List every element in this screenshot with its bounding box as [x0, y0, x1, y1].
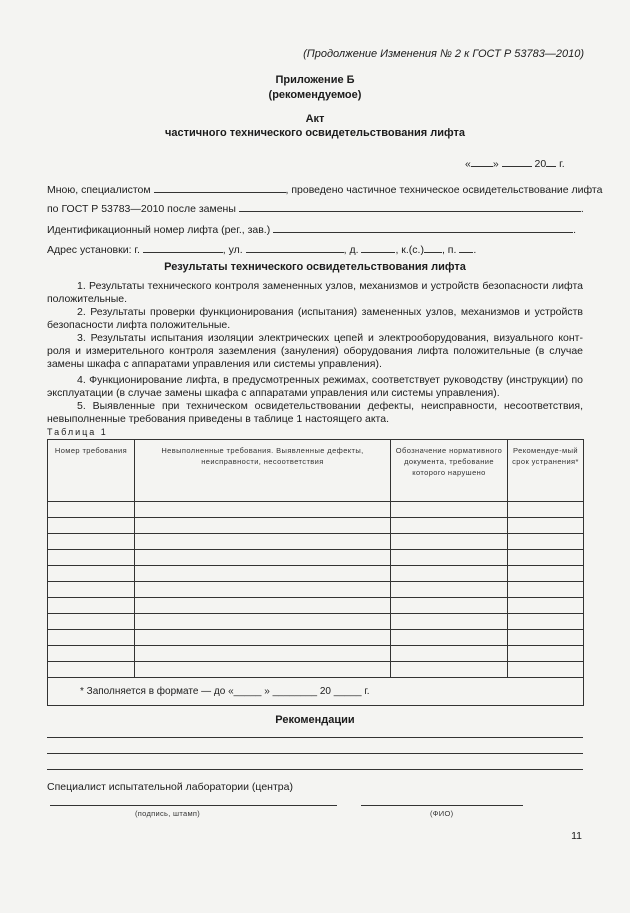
lift-id-blank[interactable]	[273, 222, 573, 233]
signature-line[interactable]	[50, 805, 337, 806]
table-cell[interactable]	[508, 662, 584, 678]
result-paragraph-5: 5. Выявленные при техническом освидетельствовании дефекты, неисправности, несоответствия, невыполненные требования приведены в таблице 1 настоящего акта.	[47, 400, 583, 425]
date-line	[465, 156, 565, 170]
table-cell[interactable]	[48, 614, 135, 630]
address-line: Адрес установки: г. , ул. , д. , к.(с.) , п. .	[47, 244, 477, 256]
address-street-label: , ул.	[222, 244, 243, 256]
month-blank[interactable]	[502, 156, 532, 167]
year-blank[interactable]	[546, 156, 556, 167]
table-cell[interactable]	[391, 534, 508, 550]
address-entrance-label: , п.	[441, 244, 457, 256]
act-subtitle: частичного технического освидетельствования лифта	[164, 127, 465, 139]
street-blank[interactable]	[246, 242, 344, 253]
year-prefix: 20	[534, 158, 547, 170]
table-cell[interactable]	[391, 614, 508, 630]
table-cell[interactable]	[508, 582, 584, 598]
building-blank[interactable]	[424, 242, 442, 253]
table-cell[interactable]	[508, 566, 584, 582]
table-cell[interactable]	[48, 598, 135, 614]
defects-table	[47, 439, 584, 706]
result-paragraph-1: 1. Результаты технического контроля замененных узлов, механизмов и устройств безопасности лифта положительные.	[47, 280, 583, 305]
col-requirement-number: Номер требования	[48, 440, 135, 502]
page-number: 11	[571, 830, 582, 842]
lift-id-prefix: Идентификационный номер лифта (рег., зав.)	[47, 224, 271, 236]
signature-label: Специалист испытательной лаборатории (центра)	[47, 781, 293, 793]
table-row	[48, 630, 584, 646]
results-title: Результаты технического освидетельствования лифта	[164, 261, 466, 273]
table-cell[interactable]	[391, 502, 508, 518]
table-row	[48, 518, 584, 534]
appendix-title: Приложение Б	[275, 74, 355, 86]
table-cell[interactable]	[135, 614, 391, 630]
table-cell[interactable]	[135, 550, 391, 566]
table-cell[interactable]	[48, 646, 135, 662]
year-suffix: г.	[559, 158, 565, 170]
col-unmet-requirements: Невыполненные требования. Выявленные дефекты, неисправности, несоответствия	[135, 440, 391, 502]
lift-id-line: Идентификационный номер лифта (рег., зав.) .	[47, 224, 577, 236]
date-open-quote: «	[465, 158, 471, 170]
city-blank[interactable]	[143, 242, 223, 253]
recommendations-title: Рекомендации	[275, 714, 355, 726]
address-building-label: , к.(с.)	[395, 244, 424, 256]
table-row	[48, 550, 584, 566]
standard-prefix: по ГОСТ Р 53783—2010 после замены	[47, 203, 236, 215]
full-name-line[interactable]	[361, 805, 523, 806]
table-cell[interactable]	[135, 566, 391, 582]
entrance-blank[interactable]	[459, 242, 473, 253]
table-footnote: * Заполняется в формате — до «_____ » ________ 20 _____ г.	[48, 678, 584, 706]
table-cell[interactable]	[508, 630, 584, 646]
table-cell[interactable]	[508, 534, 584, 550]
recommendations-line-2[interactable]	[47, 753, 583, 754]
table-cell[interactable]	[135, 662, 391, 678]
result-paragraph-2: 2. Результаты проверки функционирования (испытания) замененных узлов, механизмов и устройств безопасности лифта положительные.	[47, 306, 583, 331]
table-cell[interactable]	[135, 518, 391, 534]
table-cell[interactable]	[391, 518, 508, 534]
table-row	[48, 534, 584, 550]
table-cell[interactable]	[391, 566, 508, 582]
day-blank[interactable]	[471, 156, 493, 167]
table-row	[48, 614, 584, 630]
table-cell[interactable]	[508, 502, 584, 518]
table-cell[interactable]	[48, 502, 135, 518]
table-cell[interactable]	[391, 630, 508, 646]
table-cell[interactable]	[508, 598, 584, 614]
recommendations-line-1[interactable]	[47, 737, 583, 738]
table-cell[interactable]	[135, 534, 391, 550]
specialist-name-blank[interactable]	[154, 182, 286, 193]
table-cell[interactable]	[48, 582, 135, 598]
signature-caption: (подпись, штамп)	[135, 809, 201, 818]
specialist-line	[47, 182, 602, 196]
table-row	[48, 566, 584, 582]
table-cell[interactable]	[508, 550, 584, 566]
replacement-line: по ГОСТ Р 53783—2010 после замены .	[47, 203, 584, 215]
table-caption: Таблица 1	[47, 427, 108, 437]
result-paragraph-4: 4. Функционирование лифта, в предусмотренных режимах, соответствует руководству (инструкции) по эксплуатации (в случае замены шкафа с аппаратами управления или системы управления).	[47, 374, 583, 399]
table-row	[48, 582, 584, 598]
house-blank[interactable]	[361, 242, 395, 253]
date-close-quote: »	[492, 158, 499, 170]
table-cell[interactable]	[48, 550, 135, 566]
table-cell[interactable]	[135, 582, 391, 598]
address-city-label: Адрес установки: г.	[47, 244, 140, 256]
table-cell[interactable]	[135, 502, 391, 518]
table-cell[interactable]	[48, 566, 135, 582]
table-footnote-row	[48, 678, 584, 706]
table-cell[interactable]	[48, 518, 135, 534]
table-header-row	[48, 440, 584, 502]
table-cell[interactable]	[391, 550, 508, 566]
table-cell[interactable]	[48, 662, 135, 678]
col-recommended-deadline: Рекомендуе-мый срок устранения*	[508, 440, 584, 502]
recommendations-line-3[interactable]	[47, 769, 583, 770]
table-cell[interactable]	[135, 646, 391, 662]
amendment-note: (Продолжение Изменения № 2 к ГОСТ Р 53783—2010)	[303, 48, 584, 60]
replacement-blank[interactable]	[239, 201, 581, 212]
table-cell[interactable]	[391, 662, 508, 678]
table-cell[interactable]	[135, 630, 391, 646]
table-cell[interactable]	[391, 598, 508, 614]
full-name-caption: (ФИО)	[430, 809, 454, 818]
specialist-suffix: , проведено частичное техническое освидетельствование лифта	[285, 184, 603, 196]
col-normative-document: Обозначение нормативного документа, требование которого нарушено	[391, 440, 508, 502]
table-row	[48, 662, 584, 678]
table-row	[48, 598, 584, 614]
table-body	[48, 502, 584, 706]
table-row	[48, 646, 584, 662]
act-title: Акт	[305, 113, 325, 125]
result-paragraph-3: 3. Результаты испытания изоляции электрических цепей и электрооборудования, визуального конт-роля и измерительного контроля заземления (зануления) оборудования лифта положительные (в случае замены шкафа с аппаратами управления или системы управления).	[47, 332, 583, 370]
address-house-label: , д.	[343, 244, 359, 256]
table-cell[interactable]	[508, 614, 584, 630]
appendix-subtitle: (рекомендуемое)	[268, 89, 362, 101]
table-cell[interactable]	[48, 534, 135, 550]
table-row	[48, 502, 584, 518]
table-cell[interactable]	[391, 582, 508, 598]
table-cell[interactable]	[135, 598, 391, 614]
table-cell[interactable]	[508, 518, 584, 534]
table-cell[interactable]	[391, 646, 508, 662]
specialist-prefix: Мною, специалистом	[47, 184, 151, 196]
table-cell[interactable]	[508, 646, 584, 662]
table-cell[interactable]	[48, 630, 135, 646]
